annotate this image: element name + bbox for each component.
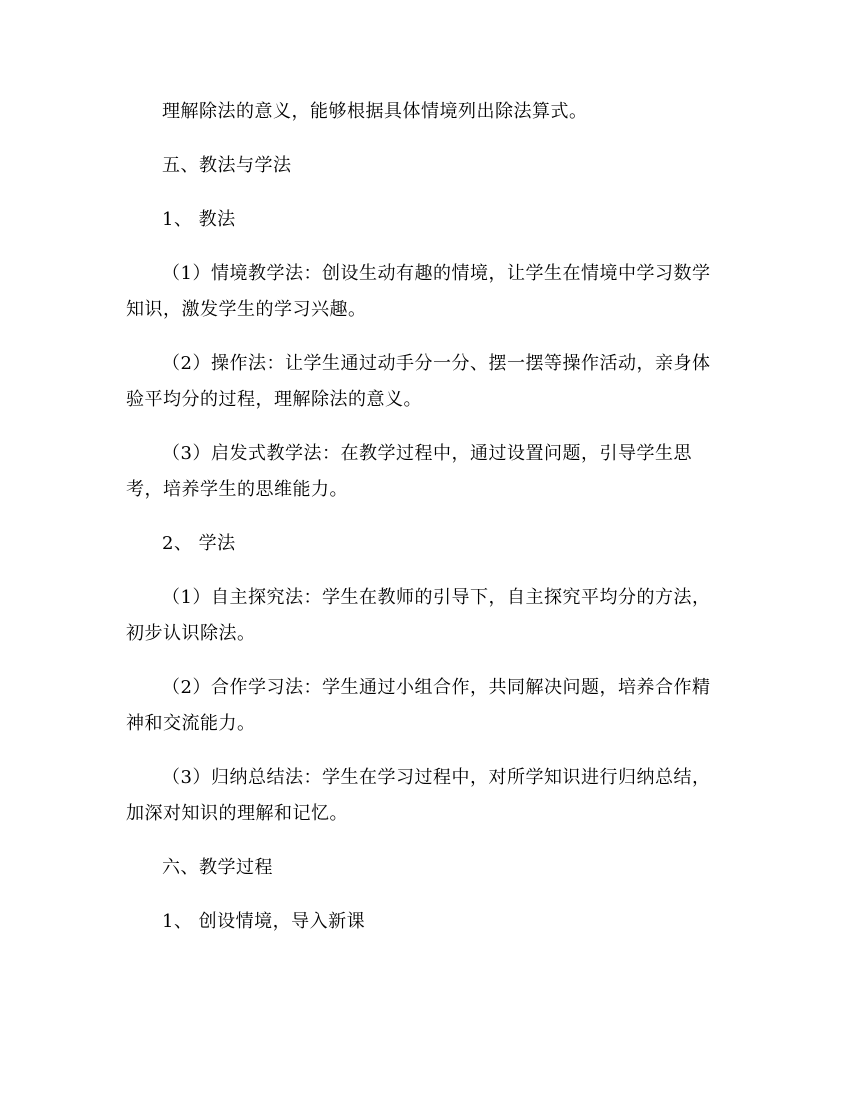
section-heading-teaching-process: 六、教学过程 [162, 857, 273, 878]
paragraph-summary-method: （3）归纳总结法：学生在学习过程中，对所学知识进行归纳总结，加深对知识的理解和记忆。 [126, 767, 711, 824]
paragraph-heuristic-teaching: （3）启发式教学法：在教学过程中，通过设置问题，引导学生思考，培养学生的思维能力。 [126, 443, 692, 500]
subheading-create-situation: 1、 创设情境，导入新课 [162, 911, 366, 932]
paragraph-independent-inquiry: （1）自主探究法：学生在教师的引导下，自主探究平均分的方法，初步认识除法。 [126, 587, 711, 644]
document-body [126, 94, 726, 958]
subheading-teaching-methods: 1、 教法 [162, 209, 236, 230]
subheading-learning-methods: 2、 学法 [162, 533, 236, 554]
paragraph-division-meaning: 理解除法的意义，能够根据具体情境列出除法算式。 [162, 101, 588, 122]
paragraph-situational-teaching: （1）情境教学法：创设生动有趣的情境，让学生在情境中学习数学知识，激发学生的学习兴趣。 [126, 263, 711, 320]
section-heading-methods: 五、教法与学法 [162, 155, 292, 176]
paragraph-cooperative-learning: （2）合作学习法：学生通过小组合作，共同解决问题，培养合作精神和交流能力。 [126, 677, 711, 734]
paragraph-operation-method: （2）操作法：让学生通过动手分一分、摆一摆等操作活动，亲身体验平均分的过程，理解除法的意义。 [126, 353, 711, 410]
